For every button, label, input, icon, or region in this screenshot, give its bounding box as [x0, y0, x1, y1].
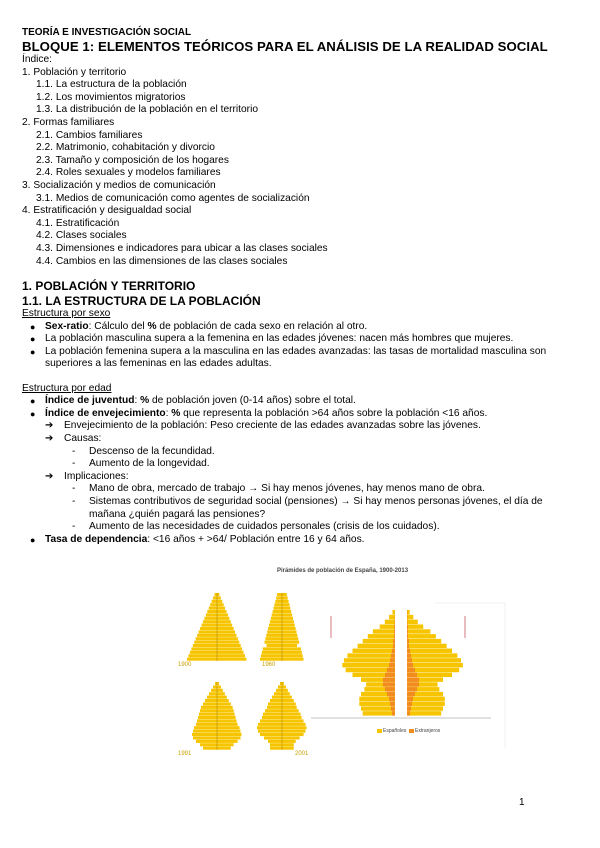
list-item: ● Índice de juventud: % de población joven (0-14 años) sobre el total. — [30, 395, 356, 407]
pyramid-bar-female — [217, 719, 237, 722]
pyramid-bar-male — [272, 613, 282, 616]
pyramid-bar-spaniards-female — [407, 615, 413, 619]
pyramid-bar-male — [274, 692, 282, 695]
pyramid-bar-female — [217, 747, 231, 750]
pyramid-bar-spaniards-female — [407, 639, 441, 643]
population-pyramids-image — [170, 568, 515, 768]
pyramid-bar-female — [217, 658, 246, 661]
pyramid-bar-female — [217, 689, 223, 692]
pyramid-bar-male — [209, 692, 217, 695]
pyramid-bar-male — [199, 630, 217, 633]
pyramid-bar-foreigners-female — [407, 615, 408, 619]
pyramid-bar-female — [282, 630, 297, 633]
pyramid-bar-female — [217, 692, 225, 695]
pyramid-bar-spaniards-male — [389, 615, 395, 619]
pyramid-bar-foreigners-female — [407, 634, 408, 638]
pyramid-bar-female — [217, 603, 224, 606]
pyramid-bar-male — [275, 600, 282, 603]
population-pyramids-figure — [170, 568, 515, 768]
pyramid-bar-male — [258, 730, 282, 733]
pyramid-bar-foreigners-male — [387, 668, 395, 672]
list-item: ● Sex-ratio: Cálculo del % de población de cada sexo en relación al otro. — [30, 320, 368, 332]
pyramid-bar-spaniards-male — [373, 629, 395, 633]
index-subitem: 4.1. Estratificación — [36, 217, 120, 229]
pyramid-bar-male — [257, 726, 282, 729]
pyramid-bar-spaniards-female — [407, 620, 418, 624]
dash-icon: - — [72, 483, 76, 495]
index-subitem: 1.2. Los movimientos migratorios — [36, 91, 186, 103]
sex-structure-list — [22, 321, 582, 371]
index-subitem: 2.3. Tamaño y composición de los hogares — [36, 154, 229, 166]
pyramid-bar-foreigners-female — [407, 653, 411, 657]
pyramid-bar-female — [282, 641, 299, 644]
pyramid-bar-male — [194, 726, 217, 729]
pyramid-bar-spaniards-female — [407, 644, 447, 648]
pyramid-bar-female — [217, 617, 229, 620]
pyramid-bar-foreigners-male — [390, 658, 395, 662]
pyramid-bar-female — [282, 702, 296, 705]
pyramid-bar-male — [201, 706, 217, 709]
list-item: - Descenso de la fecundidad. — [72, 445, 215, 457]
pyramid-bar-foreigners-female — [407, 668, 415, 672]
pyramid-bar-male — [276, 689, 282, 692]
pyramid-bar-male — [190, 651, 217, 654]
index-subitem: 2.1. Cambios familiares — [36, 129, 143, 141]
index-list — [22, 67, 582, 269]
pyramid-bar-female — [282, 613, 292, 616]
index-item: 1. Población y territorio — [22, 66, 127, 78]
pyramid-bar-male — [200, 709, 217, 712]
pyramid-bar-female — [217, 627, 234, 630]
pyramid-bar-male — [196, 637, 217, 640]
pyramid-bar-female — [217, 637, 238, 640]
arrow-icon: ➔ — [45, 420, 54, 432]
pyramid-bar-male — [187, 658, 217, 661]
list-item: ● La población femenina supera a la masculina en las edades avanzadas: las tasas de mortalidad masculina son superiores a las femeninas en las edades adultas. — [30, 345, 547, 370]
pyramid-bar-male — [268, 702, 282, 705]
pyramid-bar-female — [282, 634, 297, 637]
pyramid-bar-female — [282, 709, 299, 712]
pyramid-bar-male — [211, 689, 217, 692]
pyramid-bar-spaniards-male — [359, 702, 395, 706]
bullet-icon: ● — [30, 534, 36, 545]
pyramid-bar-foreigners-female — [407, 682, 419, 686]
pyramid-bar-female — [217, 630, 235, 633]
list-item: ➔ Implicaciones: — [45, 470, 129, 482]
pyramid-bar-female — [282, 685, 286, 688]
index-item: 3. Socialización y medios de comunicación — [22, 179, 216, 191]
pyramid-bar-foreigners-female — [407, 629, 408, 633]
pyramid-bar-foreigners-female — [407, 702, 412, 706]
pyramid-bar-spaniards-male — [380, 624, 395, 628]
pyramid-bar-male — [215, 593, 217, 596]
pyramid-bar-female — [282, 624, 295, 627]
pyramid-bar-foreigners-male — [383, 677, 395, 681]
index-item: 2. Formas familiares — [22, 116, 115, 128]
pyramid-bar-female — [282, 596, 288, 599]
pyramid-bar-female — [282, 747, 294, 750]
pyramid-bar-female — [217, 713, 235, 716]
pyramid-bar-male — [265, 637, 282, 640]
pyramid-bar-male — [198, 716, 217, 719]
pyramid-bar-female — [217, 607, 225, 610]
pyramid-bar-female — [217, 696, 227, 699]
pyramid-bar-spaniards-male — [385, 620, 395, 624]
list-item: - Aumento de la longevidad. — [72, 458, 210, 470]
legend-swatch-foreigners — [409, 729, 414, 733]
subsection-title: 1.1. LA ESTRUCTURA DE LA POBLACIÓN — [22, 293, 261, 308]
pyramid-bar-male — [197, 719, 217, 722]
pyramid-bar-female — [217, 726, 240, 729]
pyramid-bar-female — [282, 713, 301, 716]
index-subitem: 4.4. Cambios en las dimensiones de las clases sociales — [36, 255, 288, 267]
pyramid-bar-female — [217, 685, 221, 688]
pyramid-bar-female — [217, 716, 236, 719]
pyramid-bar-female — [217, 730, 241, 733]
index-subitem: 1.3. La distribución de la población en el territorio — [36, 104, 258, 116]
index-subitem: 2.4. Roles sexuales y modelos familiares — [36, 167, 221, 179]
pyramid-bar-male — [266, 634, 282, 637]
pyramid-bar-female — [217, 702, 231, 705]
pyramid-bar-male — [274, 607, 283, 610]
year-label-2001: 2001 — [295, 751, 309, 757]
legend-swatch-spaniards — [377, 729, 382, 733]
index-item: 4. Estratificación y desigualdad social — [22, 205, 192, 217]
index-label: Índice: — [22, 54, 53, 65]
pyramid-bar-foreigners-male — [394, 624, 395, 628]
pyramid-bar-female — [217, 620, 231, 623]
list-item: ● Índice de envejecimiento: % que representa la población >64 años sobre la población <16 años. — [30, 407, 488, 419]
pyramid-bar-female — [217, 596, 221, 599]
pyramid-bar-spaniards-female — [407, 658, 461, 662]
pyramid-bar-male — [267, 706, 282, 709]
bullet-icon: ● — [30, 396, 36, 407]
index-subitem: 4.2. Clases sociales — [36, 230, 127, 242]
pyramid-bar-female — [217, 709, 234, 712]
subject-title: TEORÍA E INVESTIGACIÓN SOCIAL — [22, 27, 192, 38]
pyramid-bar-male — [200, 627, 217, 630]
pyramid-bar-foreigners-female — [407, 644, 409, 648]
pyramid-bar-male — [203, 747, 217, 750]
bullet-icon: ● — [30, 408, 36, 419]
pyramid-bar-male — [258, 723, 282, 726]
pyramid-bar-foreigners-male — [391, 653, 395, 657]
pyramid-bar-male — [270, 747, 282, 750]
pyramid-bar-female — [282, 696, 292, 699]
pyramid-bar-foreigners-female — [407, 663, 413, 667]
pyramid-bar-male — [203, 702, 217, 705]
pyramid-bar-male — [203, 620, 217, 623]
pyramid-bar-female — [217, 723, 238, 726]
index-subitem: 2.2. Matrimonio, cohabitación y divorcio — [36, 142, 215, 154]
pyramid-bar-foreigners-male — [385, 687, 395, 691]
pyramid-bar-spaniards-male — [368, 634, 395, 638]
list-item: - Mano de obra, mercado de trabajo → Si hay menos jóvenes, hay menos mano de obra. — [72, 483, 485, 495]
pyramid-bar-foreigners-male — [385, 673, 395, 677]
list-item: - Aumento de las necesidades de cuidados personales (crisis de los cuidados). — [72, 521, 440, 533]
pyramid-bar-spaniards-male — [363, 711, 395, 715]
pyramid-bar-male — [276, 596, 282, 599]
block-title: BLOQUE 1: ELEMENTOS TEÓRICOS PARA EL ANÁLISIS DE LA REALIDAD SOCIAL — [22, 39, 548, 54]
pyramid-bar-foreigners-female — [407, 697, 413, 701]
bullet-icon: ● — [30, 321, 36, 332]
pyramid-bar-female — [217, 641, 239, 644]
pyramid-bar-female — [217, 743, 234, 746]
list-item: ➔ Causas: — [45, 433, 102, 445]
dash-icon: - — [72, 445, 76, 457]
pyramid-bar-female — [282, 593, 287, 596]
age-label-column — [395, 610, 407, 716]
legend-item-spaniards: Españoles — [383, 728, 407, 734]
pyramid-bar-female — [217, 736, 241, 739]
pyramid-bar-female — [217, 651, 244, 654]
pyramid-bar-male — [207, 696, 217, 699]
pyramid-bar-female — [282, 689, 288, 692]
pyramid-bar-male — [262, 716, 282, 719]
pyramid-bar-female — [282, 610, 291, 613]
pyramid-bar-female — [282, 637, 298, 640]
pyramid-bar-male — [196, 723, 217, 726]
pyramid-bar-spaniards-male — [344, 658, 395, 662]
pyramid-bar-male — [204, 617, 217, 620]
pyramid-bar-spaniards-female — [407, 634, 436, 638]
list-item: - Sistemas contributivos de seguridad social (pensiones) → Si hay menos personas jóvenes, el día de mañana ¿quién pagará las pensiones? — [72, 496, 543, 520]
pyramid-bar-female — [217, 634, 236, 637]
pyramid-bar-foreigners-female — [407, 711, 410, 715]
pyramid-bar-foreigners-male — [383, 682, 395, 686]
pyramid-bar-male — [209, 607, 217, 610]
pyramid-bar-male — [267, 630, 282, 633]
pyramid-bar-female — [282, 730, 306, 733]
pyramid-bar-spaniards-male — [353, 649, 396, 653]
bullet-icon: ● — [30, 334, 36, 345]
document-page — [22, 27, 582, 546]
pyramid-bar-foreigners-male — [391, 706, 395, 710]
pyramid-bar-foreigners-male — [394, 629, 395, 633]
pyramid-bar-female — [282, 733, 304, 736]
arrow-icon: ➔ — [45, 433, 54, 445]
pyramid-bar-female — [282, 723, 306, 726]
pyramid-bar-male — [200, 743, 217, 746]
pyramid-bar-male — [278, 685, 282, 688]
bullet-icon: ● — [30, 346, 36, 357]
pyramid-bar-male — [271, 617, 282, 620]
pyramid-bar-female — [282, 620, 294, 623]
pyramid-bar-male — [268, 740, 282, 743]
pyramid-bar-female — [282, 706, 297, 709]
pyramid-bar-male — [193, 644, 217, 647]
pyramid-bar-foreigners-male — [387, 692, 395, 696]
pyramid-bar-spaniards-male — [363, 639, 395, 643]
pyramid-bar-female — [217, 654, 245, 657]
pyramid-bar-male — [265, 709, 282, 712]
pyramid-bar-male — [264, 736, 282, 739]
pyramid-bar-female — [282, 600, 289, 603]
pyramid-bar-foreigners-female — [407, 692, 415, 696]
dash-icon: - — [72, 521, 76, 533]
pyramid-bar-foreigners-male — [389, 697, 395, 701]
pyramid-bar-male — [199, 713, 217, 716]
pyramid-bar-male — [202, 624, 218, 627]
pyramid-bar-female — [282, 627, 296, 630]
pyramid-bar-female — [282, 654, 303, 657]
pyramid-bar-foreigners-male — [393, 644, 395, 648]
figure-title: Pirámides de población de España, 1900-2013 — [276, 568, 409, 574]
pyramid-bar-male — [213, 685, 217, 688]
pyramid-bar-male — [210, 603, 217, 606]
pyramid-bar-spaniards-male — [392, 610, 395, 614]
pyramid-bar-spaniards-female — [407, 706, 443, 710]
pyramid-bar-male — [265, 641, 283, 644]
year-label-1900: 1900 — [178, 662, 192, 668]
dash-icon: - — [72, 458, 76, 470]
arrow-icon: ➔ — [45, 470, 54, 482]
pyramid-bar-foreigners-female — [407, 610, 408, 614]
pyramid-bar-male — [260, 719, 282, 722]
section-title: 1. POBLACIÓN Y TERRITORIO — [22, 279, 196, 294]
pyramid-bar-foreigners-male — [393, 639, 395, 643]
pyramid-bar-female — [282, 740, 296, 743]
pyramid-bar-foreigners-male — [392, 711, 395, 715]
pyramid-bar-female — [282, 651, 302, 654]
pyramid-bar-spaniards-male — [361, 706, 395, 710]
pyramid-bar-male — [188, 654, 217, 657]
pyramid-bar-female — [217, 610, 227, 613]
pyramid-bar-female — [282, 692, 290, 695]
pyramid-bar-male — [197, 634, 217, 637]
pyramid-bar-male — [263, 713, 282, 716]
pyramid-bar-male — [277, 593, 282, 596]
pyramid-bar-foreigners-female — [407, 706, 411, 710]
pyramid-bar-foreigners-female — [407, 677, 419, 681]
pyramid-bar-foreigners-female — [407, 639, 409, 643]
pyramid-bar-male — [260, 733, 282, 736]
pyramid-bar-male — [272, 696, 282, 699]
pyramid-bar-male — [270, 743, 282, 746]
pyramid-bar-female — [217, 644, 241, 647]
pyramid-bar-foreigners-male — [395, 620, 396, 624]
pyramid-bar-male — [191, 647, 217, 650]
pyramid-bar-female — [282, 716, 302, 719]
pyramid-bar-foreigners-male — [389, 663, 395, 667]
pyramid-bar-spaniards-male — [347, 653, 395, 657]
pyramid-bar-male — [270, 620, 282, 623]
year-label-1991: 1991 — [178, 751, 192, 757]
index-subitem: 3.1. Medios de comunicación como agentes de socialización — [36, 192, 310, 204]
pyramid-bar-female — [217, 706, 233, 709]
pyramid-bar-male — [273, 610, 282, 613]
legend-item-foreigners: Extranjeros — [415, 728, 441, 734]
pyramid-bar-spaniards-female — [407, 653, 457, 657]
pyramid-bar-male — [267, 644, 282, 647]
list-item: ➔ Envejecimiento de la población: Peso creciente de las edades avanzadas sobre las jóvenes. — [45, 420, 481, 432]
pyramid-bar-female — [217, 613, 228, 616]
pyramid-bar-foreigners-male — [394, 634, 395, 638]
page-number: 1 — [519, 797, 525, 808]
age-structure-list — [22, 395, 582, 546]
pyramid-bar-male — [261, 654, 282, 657]
pyramid-bar-male — [213, 596, 217, 599]
pyramid-bar-female — [282, 736, 300, 739]
sex-structure-heading: Estructura por sexo — [22, 308, 111, 320]
pyramid-bar-male — [193, 736, 217, 739]
pyramid-bar-foreigners-female — [407, 620, 408, 624]
pyramid-bar-male — [262, 651, 282, 654]
pyramid-bar-female — [217, 600, 222, 603]
pyramid-bar-female — [217, 740, 238, 743]
pyramid-bar-female — [282, 607, 290, 610]
pyramid-bar-male — [212, 600, 217, 603]
pyramid-bar-male — [215, 682, 217, 685]
pyramid-bar-spaniards-male — [342, 663, 395, 667]
pyramid-bar-female — [282, 658, 304, 661]
pyramid-bar-foreigners-female — [407, 673, 417, 677]
pyramid-bar-foreigners-female — [407, 649, 410, 653]
pyramid-bar-spaniards-female — [407, 711, 441, 715]
list-item: ● La población masculina supera a la femenina en las edades jóvenes: nacen más hombres que mujeres. — [30, 333, 514, 345]
pyramid-bar-male — [196, 740, 217, 743]
pyramid-bar-male — [207, 610, 217, 613]
year-label-1960: 1960 — [262, 662, 276, 668]
pyramid-bar-male — [268, 627, 282, 630]
pyramid-bar-female — [282, 603, 289, 606]
index-subitem: 1.1. La estructura de la población — [36, 79, 187, 91]
pyramid-bar-female — [282, 726, 307, 729]
pyramid-bar-female — [282, 743, 294, 746]
pyramid-bar-male — [274, 603, 282, 606]
pyramid-bar-foreigners-female — [407, 658, 412, 662]
pyramid-bar-spaniards-female — [407, 649, 452, 653]
pyramid-bar-female — [217, 624, 232, 627]
pyramid-bar-female — [217, 647, 242, 650]
pyramid-bar-male — [205, 699, 217, 702]
pyramid-bar-male — [269, 624, 282, 627]
pyramid-bar-spaniards-female — [407, 663, 463, 667]
pyramid-bar-female — [282, 644, 297, 647]
pyramid-bar-spaniards-female — [407, 702, 445, 706]
pyramid-bar-female — [217, 699, 229, 702]
pyramid-bar-foreigners-female — [407, 687, 417, 691]
pyramid-bar-foreigners-female — [407, 624, 408, 628]
pyramid-bar-spaniards-female — [407, 629, 430, 633]
pyramid-bar-female — [282, 617, 293, 620]
pyramid-bar-male — [194, 641, 217, 644]
dash-icon: - — [72, 496, 76, 508]
pyramid-bar-female — [282, 647, 301, 650]
pyramid-bar-male — [270, 699, 282, 702]
list-item: ● Tasa de dependencia: <16 años + >64/ Población entre 16 y 64 años. — [30, 533, 365, 545]
pyramid-bar-male — [263, 647, 282, 650]
pyramid-bar-female — [282, 719, 304, 722]
index-subitem: 4.3. Dimensiones e indicadores para ubicar a las clases sociales — [36, 242, 328, 254]
pyramid-bar-female — [217, 593, 219, 596]
pyramid-bar-male — [260, 658, 282, 661]
pyramid-bar-male — [192, 733, 217, 736]
pyramid-bar-foreigners-male — [390, 702, 395, 706]
pyramid-bar-male — [206, 613, 217, 616]
pyramid-bar-male — [193, 730, 217, 733]
pyramid-bar-spaniards-female — [407, 624, 423, 628]
pyramid-bar-foreigners-male — [392, 649, 395, 653]
age-structure-heading: Estructura por edad — [22, 382, 112, 394]
pyramid-bar-female — [217, 733, 242, 736]
pyramid-bar-spaniards-male — [358, 644, 395, 648]
pyramid-bar-female — [282, 699, 294, 702]
